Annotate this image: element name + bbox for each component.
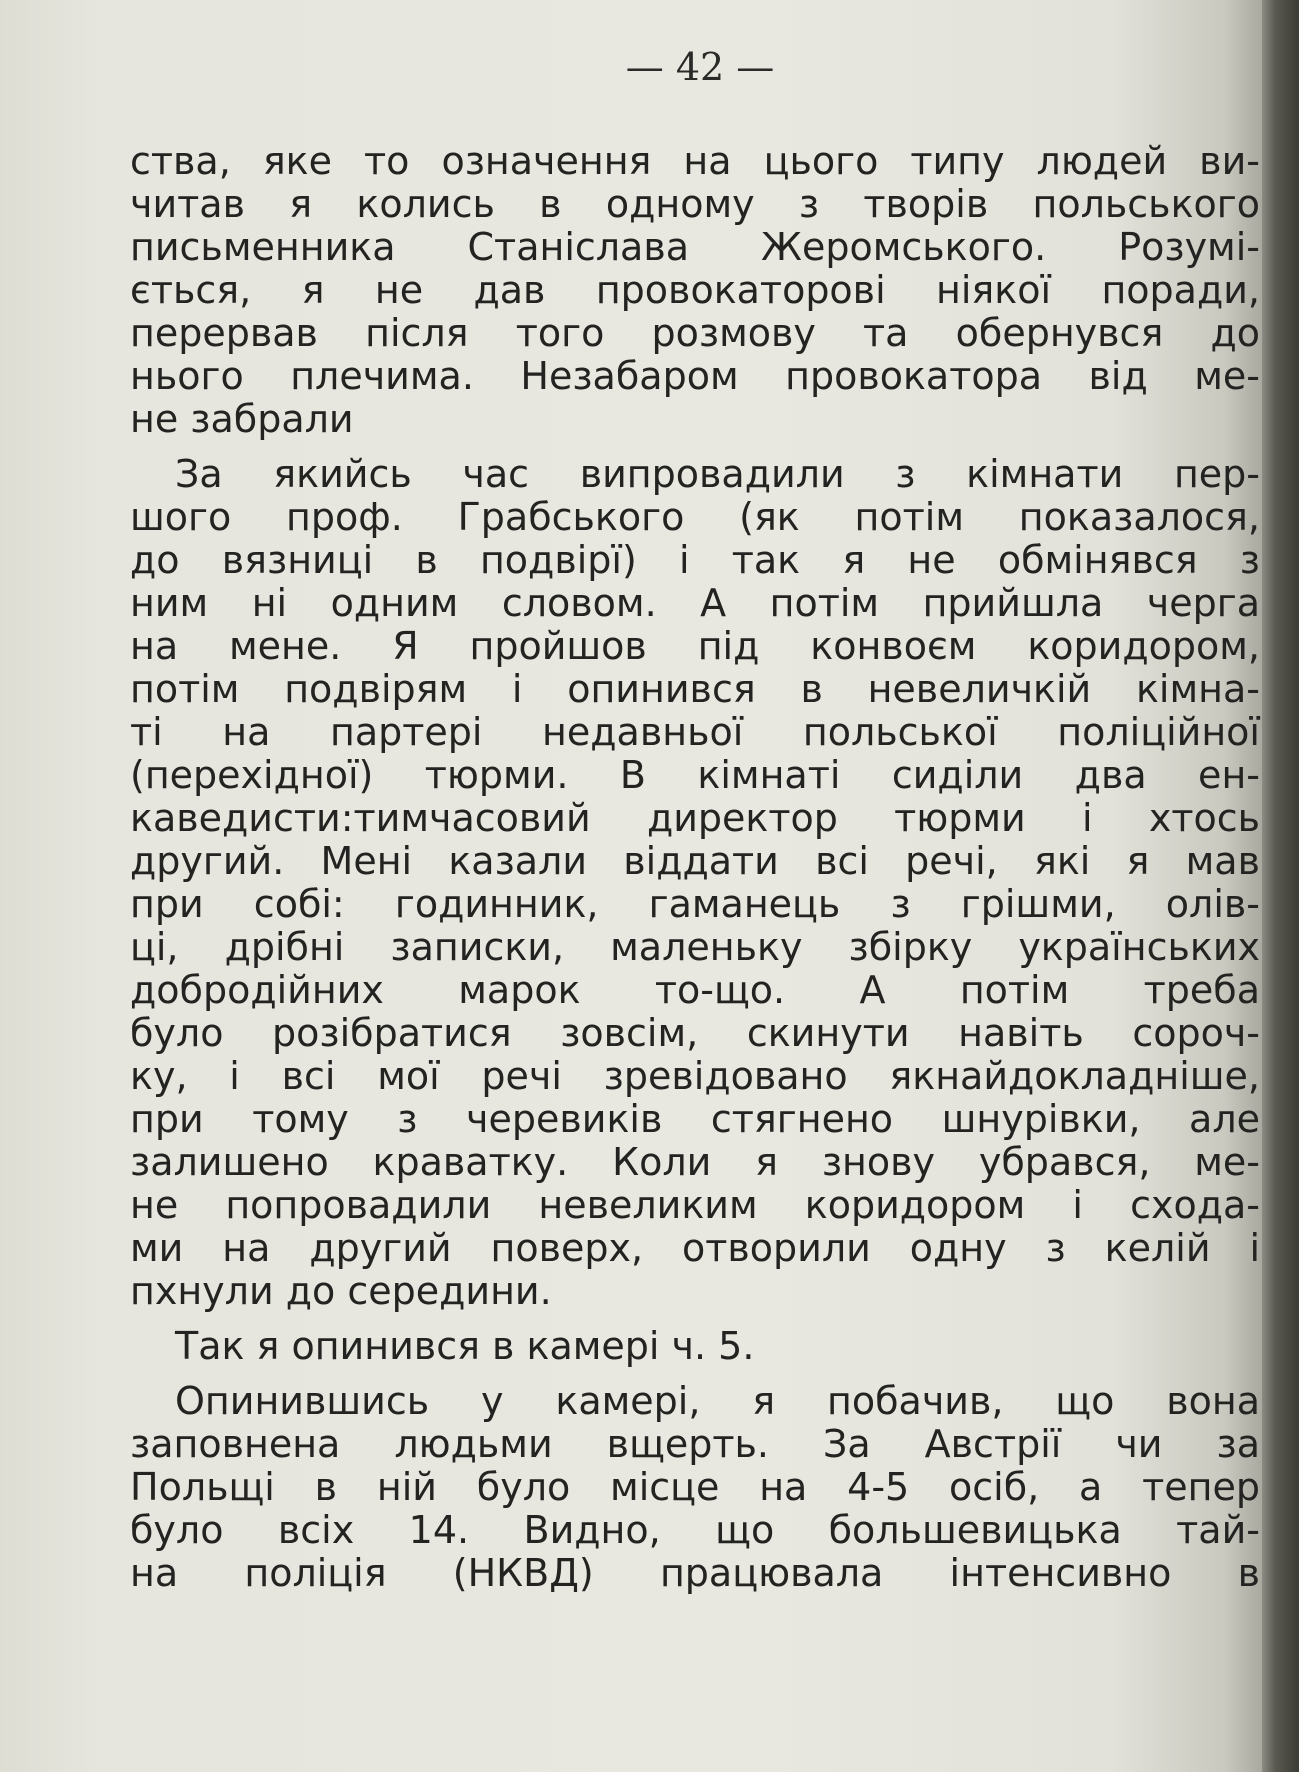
- text-line: письменника Станіслава Жеромського. Розумі-: [130, 225, 1260, 269]
- book-spine-shadow: [1262, 0, 1299, 1772]
- text-line: добродійних марок то-що. А потім треба: [130, 968, 1260, 1012]
- text-line: Опинившись у камері, я побачив, що вона: [175, 1379, 1260, 1423]
- text-line: Польщі в ній було місце на 4-5 осіб, а тепер: [130, 1465, 1260, 1509]
- text-line: до вязниці в подвірї) і так я не обмінявся з: [130, 538, 1260, 582]
- text-line: було всіх 14. Видно, що большевицька тай-: [130, 1508, 1260, 1552]
- text-line: другий. Мені казали віддати всі речі, які я мав: [130, 839, 1260, 883]
- text-line: на мене. Я пройшов під конвоєм коридором,: [130, 624, 1260, 668]
- page-number: — 42 —: [625, 45, 775, 89]
- text-line: при тому з черевиків стягнено шнурівки, але: [130, 1097, 1260, 1141]
- paragraph: [130, 453, 1260, 1313]
- text-line: За якийсь час випровадили з кімнати пер-: [175, 452, 1260, 496]
- text-line: читав я колись в одному з творів польського: [130, 182, 1260, 226]
- text-line: каведисти:тимчасовий директор тюрми і хтось: [130, 796, 1260, 840]
- paragraph: [130, 1380, 1260, 1595]
- text-line: пхнули до середини.: [130, 1269, 552, 1313]
- text-line: перервав після того розмову та обернувся до: [130, 311, 1260, 355]
- text-line: нього плечима. Незабаром провокатора від ме-: [130, 354, 1260, 398]
- text-line: залишено краватку. Коли я знову убрався, ме-: [130, 1140, 1260, 1184]
- paragraph: [130, 140, 1260, 441]
- paragraph: [130, 1325, 1260, 1368]
- text-line: на поліція (НКВД) працювала інтенсивно в: [130, 1551, 1260, 1595]
- text-line: ми на другий поверх, отворили одну з келій і: [130, 1226, 1260, 1270]
- text-line: (перехідної) тюрми. В кімнаті сиділи два ен-: [130, 753, 1260, 797]
- text-line: не забрали: [130, 397, 354, 441]
- text-line: заповнена людьми вщерть. За Австрії чи за: [130, 1422, 1260, 1466]
- text-line: при собі: годинник, гаманець з грішми, олів-: [130, 882, 1260, 926]
- text-line: ці, дрібні записки, маленьку збірку українських: [130, 925, 1260, 969]
- page-text: [130, 140, 1260, 1595]
- text-line: ється, я не дав провокаторові ніякої поради,: [130, 268, 1260, 312]
- text-line: ним ні одним словом. А потім прийшла черга: [130, 581, 1260, 625]
- text-line: ті на партері недавньої польської поліційної: [130, 710, 1260, 754]
- text-line: не попровадили невеликим коридором і схода-: [130, 1183, 1260, 1227]
- text-line: ку, і всі мої речі зревідовано якнайдокладніше,: [130, 1054, 1260, 1098]
- text-line: ства, яке то означення на цього типу людей ви-: [130, 139, 1260, 183]
- text-line: шого проф. Грабського (як потім показалося,: [130, 495, 1260, 539]
- text-line: Так я опинився в камері ч. 5.: [175, 1324, 755, 1368]
- text-line: потім подвірям і опинився в невеличкій кімна-: [130, 667, 1260, 711]
- text-line: було розібратися зовсім, скинути навіть сороч-: [130, 1011, 1260, 1055]
